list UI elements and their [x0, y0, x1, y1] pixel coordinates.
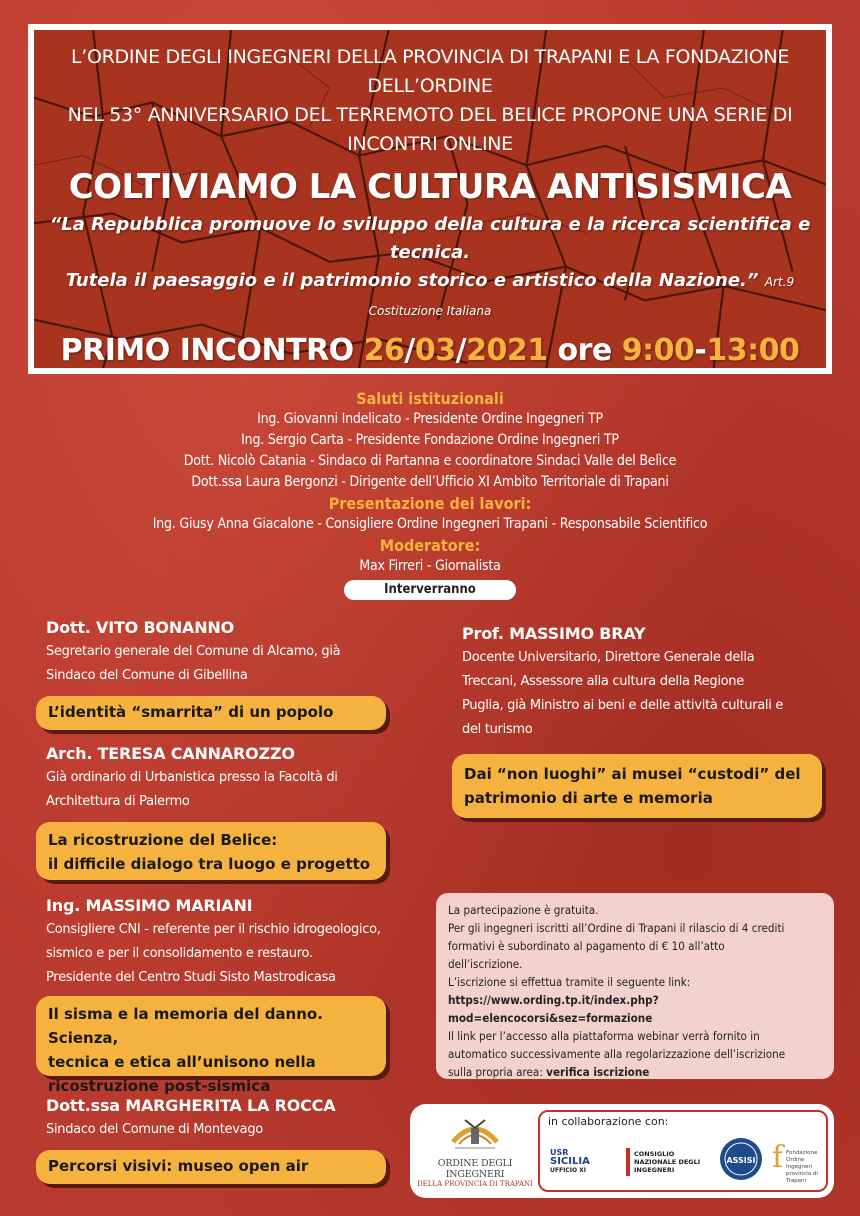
saluti-heading: Saluti istituzionali	[356, 389, 504, 408]
date-separator: /	[404, 333, 415, 368]
speaker-name: Arch. TERESA CANNAROZZO	[46, 744, 295, 763]
ordine-name: ORDINE DEGLI INGEGNERI	[437, 1158, 513, 1180]
program-section	[0, 388, 860, 600]
talk-title: L’identità “smarrita” di un popolo	[48, 703, 334, 721]
assisi-text: ASSISI	[726, 1156, 756, 1165]
fondazione-text: Fondazione Ordine Ingegneri provincia di Trapani	[786, 1150, 818, 1184]
talk-larocca	[36, 1150, 386, 1184]
assisi-logo	[718, 1136, 764, 1182]
presentazione-heading: Presentazione dei lavori:	[328, 494, 532, 513]
fondazione-logo	[772, 1142, 828, 1182]
saluti-item: Dott. Nicolò Catania - Sindaco di Partanna e coordinatore Sindaci Valle del Belìce	[183, 453, 677, 469]
interverranno-label: Interverranno	[344, 580, 516, 600]
talk-title: patrimonio di arte e memoria	[464, 789, 713, 807]
quote-line-1: “La Repubblica promuove lo sviluppo della cultura e la ricerca scientifica e tecnica.	[49, 214, 811, 263]
main-title: COLTIVIAMO LA CULTURA ANTISISMICA	[68, 167, 792, 207]
speaker-name: Prof. MASSIMO BRAY	[462, 624, 646, 643]
talk-cannarozzo	[36, 822, 386, 880]
speaker-desc: Segretario generale del Comune di Alcamo, già	[46, 644, 341, 659]
speaker-desc: sismico e per il consolidamento e restauro.	[46, 946, 313, 961]
info-line: La partecipazione è gratuita.	[448, 903, 599, 917]
time-start: 9:00	[621, 333, 695, 368]
fondazione-letter: f	[772, 1140, 784, 1175]
info-line: Il link per l’accesso alla piattaforma webinar verrà fornito in	[448, 1029, 760, 1043]
talk-title: il difficile dialogo tra luogo e progetto	[48, 855, 371, 873]
moderatore-heading: Moderatore:	[379, 536, 481, 555]
collaboration-label: in collaborazione con:	[548, 1115, 669, 1128]
info-line: sulla propria area:	[448, 1065, 543, 1079]
registration-info-box	[436, 893, 834, 1079]
talk-mariani	[36, 996, 386, 1095]
event-date-line	[34, 333, 826, 368]
header-banner	[28, 24, 832, 374]
saluti-item: Dott.ssa Laura Bergonzi - Dirigente dell’Ufficio XI Ambito Territoriale di Trapani	[191, 474, 669, 490]
talk-bonanno	[36, 696, 386, 730]
intro-line-1: L’ORDINE DEGLI INGEGNERI DELLA PROVINCIA DI TRAPANI E LA FONDAZIONE DELL’ORDINE	[70, 46, 790, 97]
speaker-mariani	[46, 896, 426, 990]
speaker-desc: Architettura di Palermo	[46, 794, 190, 809]
speaker-desc: Consigliere CNI - referente per il rischio idrogeologico,	[46, 922, 381, 937]
footer-logos	[410, 1104, 834, 1198]
usr-region: SICILIA	[550, 1156, 590, 1167]
date-separator: /	[455, 333, 467, 368]
moderatore-item: Max Firreri - Giornalista	[359, 558, 501, 574]
intro-line-2: NEL 53° ANNIVERSARIO DEL TERREMOTO DEL BELICE PROPONE UNA SERIE DI INCONTRI ONLINE	[67, 104, 793, 155]
quote-source: Art.9 Costituzione Italiana	[368, 275, 795, 318]
info-line: automatico successivamente alla regolarizzazione dell’iscrizione	[448, 1047, 786, 1061]
cni-logo	[626, 1148, 718, 1178]
speaker-desc: Docente Universitario, Direttore Generale della	[462, 650, 755, 665]
windmill-icon	[445, 1112, 505, 1152]
ordine-province: DELLA PROVINCIA DI TRAPANI	[417, 1180, 533, 1188]
time-dash: -	[694, 333, 707, 368]
speaker-desc: Presidente del Centro Studi Sisto Mastrodicasa	[46, 970, 336, 985]
speaker-larocca	[46, 1096, 406, 1142]
speaker-bonanno	[46, 618, 416, 688]
saluti-item: Ing. Sergio Carta - Presidente Fondazione Ordine Ingegneri TP	[241, 432, 619, 448]
speaker-name: Ing. MASSIMO MARIANI	[46, 896, 253, 915]
speaker-desc: del turismo	[462, 722, 533, 737]
info-line: formativi è subordinato al pagamento di € 10 all’atto	[448, 939, 725, 953]
speaker-name: Dott. VITO BONANNO	[46, 618, 234, 637]
cni-text: CONSIGLIO NAZIONALE DEGLI INGEGNERI	[634, 1150, 701, 1174]
ordine-ingegneri-logo	[416, 1112, 534, 1188]
time-end: 13:00	[706, 333, 800, 368]
speaker-name: Dott.ssa MARGHERITA LA ROCCA	[46, 1096, 336, 1115]
talk-title: tecnica e etica all’unisono nella	[48, 1053, 316, 1071]
cni-bar	[626, 1148, 630, 1176]
usr-label: USR	[550, 1148, 569, 1157]
talk-title: La ricostruzione del Belice:	[48, 831, 278, 849]
presentazione-item: Ing. Giusy Anna Giacalone - Consigliere Ordine Ingegneri Trapani - Responsabile Scientifico	[152, 516, 708, 532]
info-line: dell’iscrizione.	[448, 957, 523, 971]
talk-bray	[452, 754, 822, 818]
event-label: PRIMO INCONTRO	[60, 333, 354, 368]
usr-office: UFFICIO XI	[550, 1167, 586, 1174]
speaker-desc: Sindaco del Comune di Montevago	[46, 1122, 263, 1137]
info-line: Per gli ingegneri iscritti all’Ordine di Trapani il rilascio di 4 crediti	[448, 921, 785, 935]
speaker-desc: Già ordinario di Urbanistica presso la Facoltà di	[46, 770, 338, 785]
verifica-iscrizione-link[interactable]: verifica iscrizione	[546, 1065, 650, 1079]
saluti-item: Ing. Giovanni Indelicato - Presidente Ordine Ingegneri TP	[257, 411, 603, 427]
talk-title: Dai “non luoghi” ai musei “custodi” del	[464, 765, 801, 783]
talk-title: ricostruzione post-sismica	[48, 1077, 271, 1095]
talk-title: Percorsi visivi: museo open air	[48, 1157, 309, 1175]
registration-link[interactable]: https://www.ording.tp.it/index.php?mod=elencocorsi&sez=formazione	[448, 993, 659, 1025]
date-year: 2021	[466, 333, 548, 368]
collaboration-box	[538, 1110, 828, 1192]
info-line: L’iscrizione si effettua tramite il seguente link:	[448, 975, 691, 989]
speaker-desc: Treccani, Assessore alla cultura della Regione	[462, 674, 744, 689]
speaker-bray	[462, 624, 842, 742]
date-month: 03	[414, 333, 456, 368]
time-ore: ore	[557, 333, 612, 368]
speaker-cannarozzo	[46, 744, 416, 814]
date-day: 26	[363, 333, 405, 368]
speaker-desc: Puglia, già Ministro ai beni e delle attività culturali e	[462, 698, 784, 713]
talk-title: Il sisma e la memoria del danno. Scienza,	[48, 1005, 323, 1047]
speaker-desc: Sindaco del Comune di Gibellina	[46, 668, 248, 683]
quote-line-2: Tutela il paesaggio e il patrimonio storico e artistico della Nazione.”	[65, 270, 759, 291]
usr-sicilia-logo	[550, 1148, 616, 1178]
